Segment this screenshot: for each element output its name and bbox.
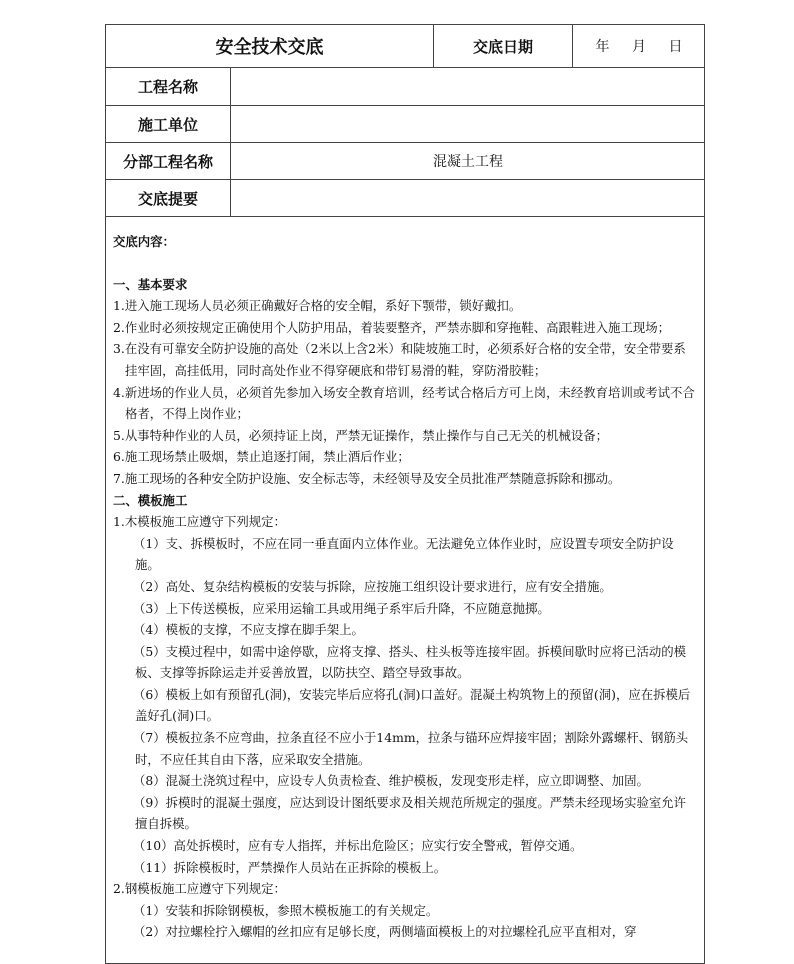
field-value[interactable]: 混凝土工程: [230, 143, 705, 179]
sub-list-item: （6）模板上如有预留孔(洞)，安装完毕后应将孔(洞)口盖好。混凝土构筑物上的预留(洞)，应在拆模后盖好孔(洞)口。: [133, 686, 691, 724]
field-label: 交底提要: [137, 189, 198, 208]
list-item: 4.新进场的作业人员，必须首先参加入场安全教育培训，经考试合格后方可上岗，未经教育培训或考试不合格者，不得上岗作业；: [113, 384, 695, 422]
list-item: 3.在没有可靠安全防护设施的高处（2米以上含2米）和陡坡施工时，必须系好合格的安全带，安全带要系挂牢固，高挂低用，同时高处作业不得穿硬底和带钉易滑的鞋，穿防滑胶鞋；: [113, 341, 686, 378]
sub-list-item: （4）模板的支撑，不应支撑在脚手架上。: [133, 622, 364, 638]
field-value[interactable]: [230, 68, 705, 105]
sub-list-item: （11）拆除模板时，严禁操作人员站在正拆除的模板上。: [133, 859, 447, 875]
list-item: 1.木模板施工应遵守下列规定：: [113, 514, 286, 530]
list-item: 6.施工现场禁止吸烟，禁止追逐打闹，禁止酒后作业；: [113, 449, 410, 465]
date-label: 交底日期: [433, 25, 572, 67]
sub-list-item: （2）对拉螺栓拧入螺帽的丝扣应有足够长度，两侧墙面模板上的对拉螺栓孔应平直相对，穿: [133, 924, 637, 940]
content-intro: 交底内容：: [113, 234, 175, 249]
sub-list-item: （5）支模过程中，如需中途停歇，应将支撑、搭头、柱头板等连接牢固。拆模间歇时应将已活动的模板、支撑等拆除运走并妥善放置，以防扶空、踏空导致事故。: [133, 643, 687, 681]
section-heading: 二、模板施工: [113, 492, 188, 508]
field-label: 分部工程名称: [122, 152, 213, 171]
header-row: [106, 25, 704, 68]
list-item: 5.从事特种作业的人员，必须持证上岗，严禁无证操作，禁止操作与自己无关的机械设备；: [113, 427, 609, 443]
list-item: 7.施工现场的各种安全防护设施、安全标志等，未经领导及安全员批准严禁随意拆除和挪动。: [113, 470, 621, 486]
sub-list-item: （8）混凝土浇筑过程中，应设专人负责检查、维护模板，发现变形走样，应立即调整、加固。: [133, 773, 649, 789]
date-value: 年 月 日: [572, 25, 705, 67]
section-heading: 一、基本要求: [113, 276, 188, 292]
list-item: 2.作业时必须按规定正确使用个人防护用品，着装要整齐，严禁赤脚和穿拖鞋、高跟鞋进入施工现场；: [113, 319, 671, 335]
field-row-subproject: [106, 143, 704, 180]
disclosure-form: [105, 24, 705, 964]
field-label: 施工单位: [137, 115, 198, 134]
form-title: 安全技术交底: [215, 37, 324, 58]
sub-list-item: （10）高处拆模时，应有专人指挥，并标出危险区；应实行安全警戒，暂停交通。: [133, 838, 583, 854]
field-row-contractor: [106, 106, 704, 143]
sub-list-item: （7）模板拉条不应弯曲，拉条直径不应小于14mm，拉条与锚环应焊接牢固；割除外露螺杆、钢筋头时，不应任其自由下落，应采取安全措施。: [133, 730, 689, 767]
sub-list-item: （9）拆模时的混凝土强度，应达到设计图纸要求及相关规范所规定的强度。严禁未经现场实验室允许擅自拆模。: [133, 794, 687, 832]
sub-list-item: （2）高处、复杂结构模板的安装与拆除，应按施工组织设计要求进行，应有安全措施。: [133, 578, 612, 594]
sub-list-item: （1）安装和拆除钢模板，参照木模板施工的有关规定。: [133, 902, 439, 918]
list-item: 2.钢模板施工应遵守下列规定：: [113, 881, 286, 897]
sub-list-item: （3）上下传送模板，应采用运输工具或用绳子系牢后升降，不应随意抛掷。: [133, 600, 550, 616]
field-label: 工程名称: [137, 78, 198, 96]
list-item: 1.进入施工现场人员必须正确戴好合格的安全帽，系好下颚带，锁好戴扣。: [113, 298, 522, 314]
field-value[interactable]: [230, 180, 705, 216]
field-row-project-name: [106, 68, 704, 106]
field-row-summary: [106, 180, 704, 217]
field-value[interactable]: [230, 106, 705, 142]
disclosure-content: [106, 217, 704, 963]
sub-list-item: （1）支、拆模板时，不应在同一垂直面内立体作业。无法避免立体作业时，应设置专项安全防护设施。: [133, 535, 674, 573]
